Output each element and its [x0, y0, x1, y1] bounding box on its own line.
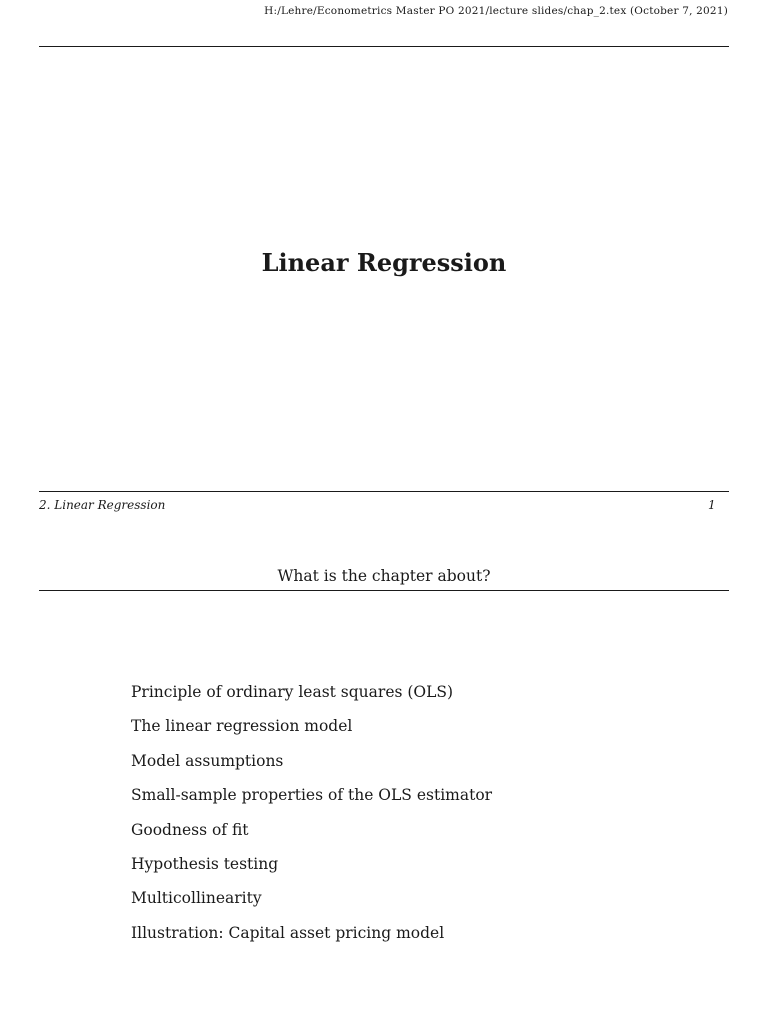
topic-item: Small-sample properties of the OLS estimator	[131, 786, 493, 805]
topic-item: The linear regression model	[131, 717, 353, 736]
slide-page-number: 1	[708, 498, 716, 512]
topic-item: Hypothesis testing	[131, 854, 279, 873]
topic-item: Principle of ordinary least squares (OLS)	[131, 683, 454, 701]
topic-item: Multicollinearity	[131, 889, 262, 908]
slide-footer-section: 2. Linear Regression	[39, 498, 166, 512]
topic-list	[131, 682, 492, 957]
slide-footer-divider	[39, 491, 729, 492]
file-path-header: H:/Lehre/Econometrics Master PO 2021/lecture slides/chap_2.tex (October 7, 2021)	[264, 5, 728, 17]
topic-item: Model assumptions	[131, 751, 284, 770]
frame-title: What is the chapter about?	[277, 567, 491, 585]
top-divider	[39, 46, 729, 47]
topic-item: Illustration: Capital asset pricing model	[131, 923, 445, 942]
topic-item: Goodness of fit	[131, 820, 249, 839]
slide-title: Linear Regression	[261, 248, 507, 277]
frame-title-divider	[39, 590, 729, 591]
